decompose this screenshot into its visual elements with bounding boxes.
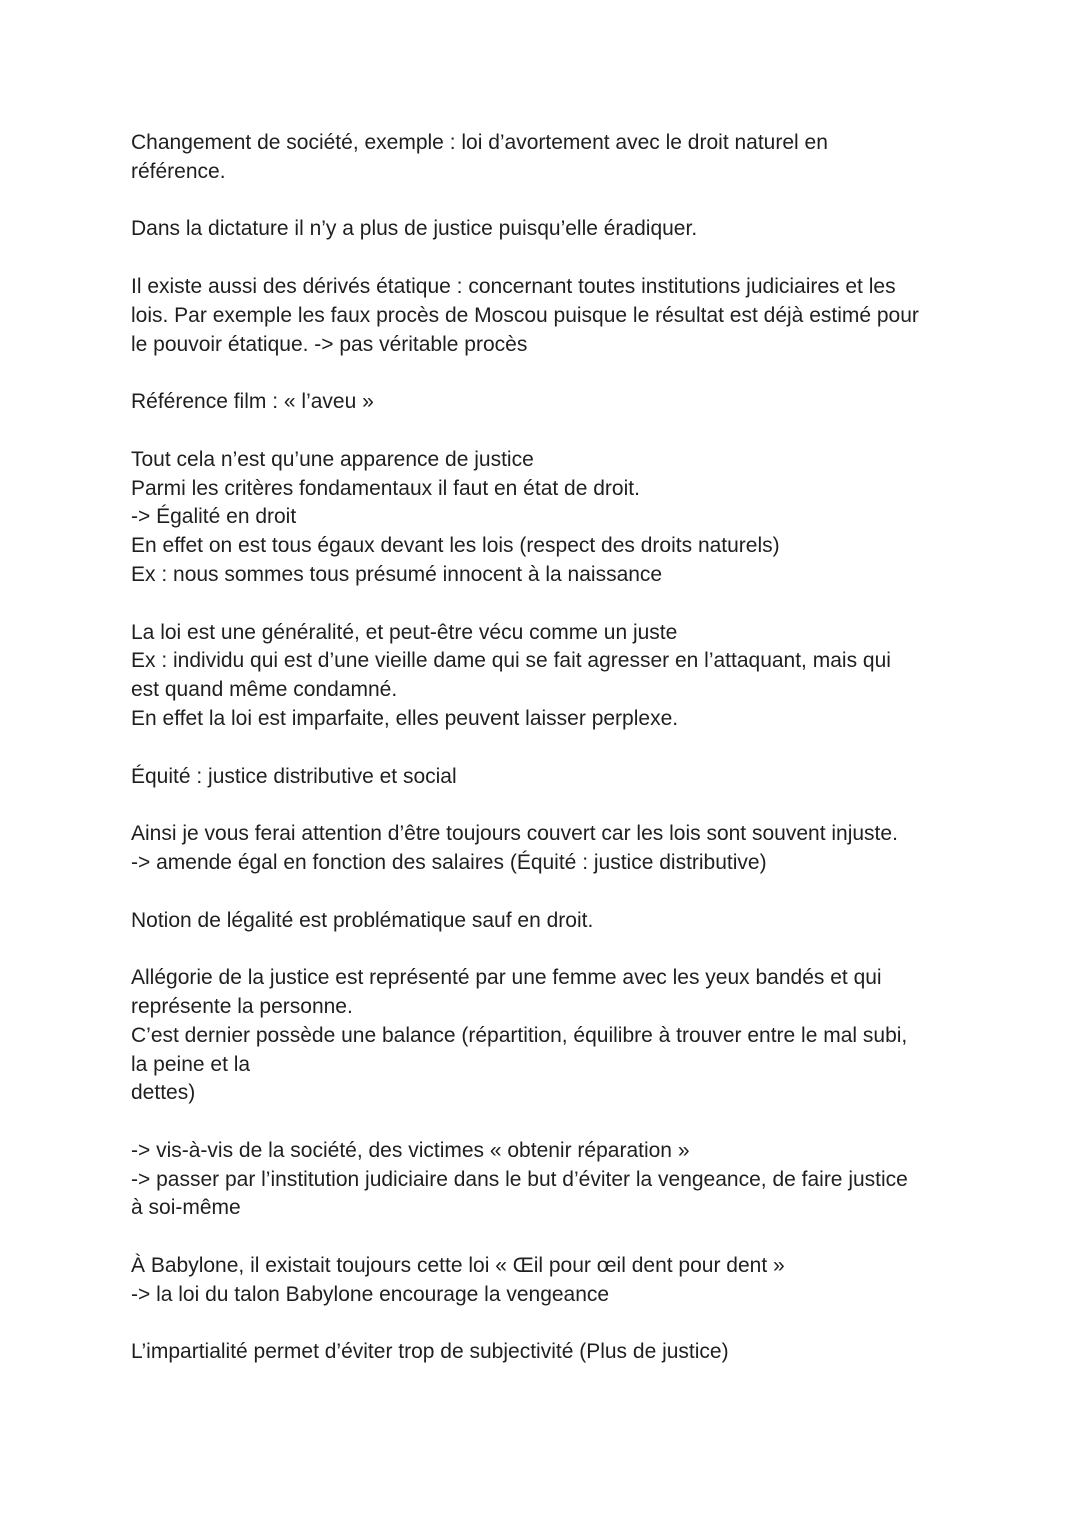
text-line: La loi est une généralité, et peut-être vécu comme un juste [131, 620, 678, 644]
paragraph [131, 446, 961, 590]
text-line: -> amende égal en fonction des salaires (Équité : justice distributive) [131, 850, 767, 874]
text-line: C’est dernier possède une balance (répartition, équilibre à trouver entre le mal subi, [131, 1023, 908, 1047]
text-line: -> Égalité en droit [131, 505, 297, 529]
text-line: En effet on est tous égaux devant les lois (respect des droits naturels) [131, 534, 780, 558]
text-line: lois. Par exemple les faux procès de Moscou puisque le résultat est déjà estimé pour [131, 303, 919, 327]
text-line: Équité : justice distributive et social [131, 764, 457, 788]
text-line: Dans la dictature il n’y a plus de justice puisqu’elle éradiquer. [131, 217, 698, 241]
text-line: est quand même condamné. [131, 678, 398, 702]
text-line: -> passer par l’institution judiciaire dans le but d’éviter la vengeance, de faire justice [131, 1167, 908, 1191]
text-line: Parmi les critères fondamentaux il faut en état de droit. [131, 476, 640, 500]
text-line: L’impartialité permet d’éviter trop de subjectivité (Plus de justice) [131, 1340, 729, 1364]
text-line: -> vis-à-vis de la société, des victimes « obtenir réparation » [131, 1138, 690, 1162]
text-line: représente la personne. [131, 994, 353, 1018]
text-line: Ex : individu qui est d’une vieille dame qui se fait agresser en l’attaquant, mais qui [131, 649, 891, 673]
text-line: Ex : nous sommes tous présumé innocent à la naissance [131, 562, 663, 586]
text-line: Changement de société, exemple : loi d’avortement avec le droit naturel en [131, 131, 828, 154]
text-line: la peine et la [131, 1052, 251, 1076]
document-body [131, 129, 961, 1396]
text-line: Référence film : « l’aveu » [131, 390, 374, 414]
text-line: Ainsi je vous ferai attention d’être toujours couvert car les lois sont souvent injuste. [131, 822, 898, 846]
paragraph [131, 1137, 961, 1223]
text-line: dettes) [131, 1081, 196, 1105]
paragraph [131, 215, 961, 244]
paragraph [131, 619, 961, 734]
text-line: Tout cela n’est qu’une apparence de justice [131, 447, 534, 471]
paragraph [131, 907, 961, 936]
paragraph [131, 1252, 961, 1310]
paragraph [131, 763, 961, 792]
paragraph [131, 273, 961, 359]
text-line: Notion de légalité est problématique sauf en droit. [131, 908, 594, 932]
paragraph [131, 129, 961, 187]
text-line: référence. [131, 159, 226, 183]
text-line: -> la loi du talon Babylone encourage la vengeance [131, 1282, 610, 1306]
text-line: À Babylone, il existait toujours cette loi « Œil pour œil dent pour dent » [131, 1254, 785, 1278]
text-line: Il existe aussi des dérivés étatique : concernant toutes institutions judiciaires et les [131, 274, 896, 298]
paragraph [131, 964, 961, 1108]
paragraph [131, 820, 961, 878]
text-line: à soi-même [131, 1196, 241, 1220]
text-line: En effet la loi est imparfaite, elles peuvent laisser perplexe. [131, 706, 679, 730]
text-line: le pouvoir étatique. -> pas véritable procès [131, 332, 528, 356]
text-line: Allégorie de la justice est représenté par une femme avec les yeux bandés et qui [131, 966, 882, 990]
paragraph [131, 1338, 961, 1367]
paragraph [131, 388, 961, 417]
